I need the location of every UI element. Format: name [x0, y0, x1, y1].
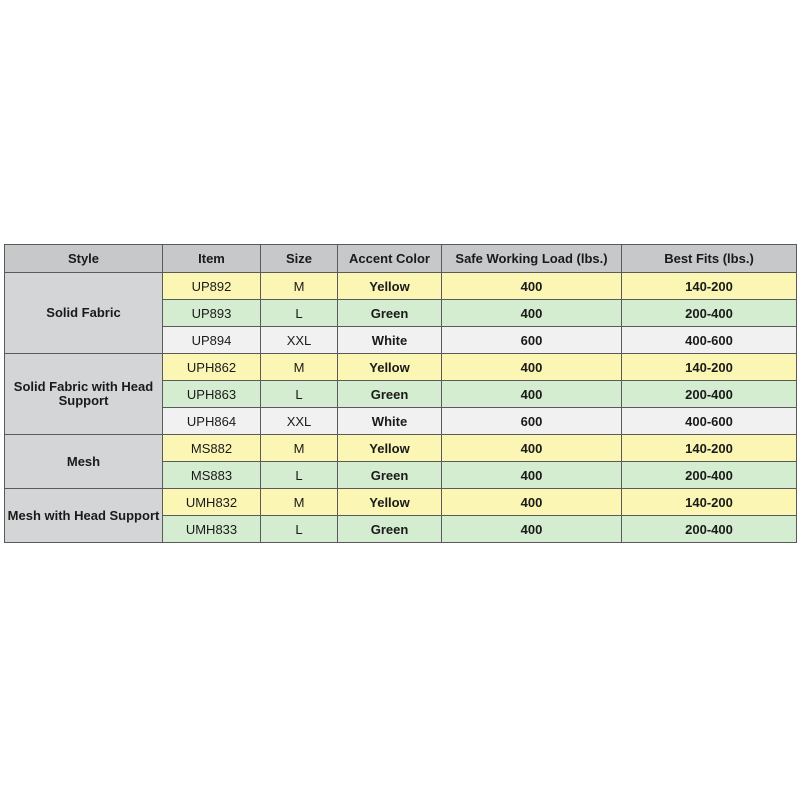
- accent-color-cell: Green: [338, 516, 442, 543]
- table-row: [5, 273, 797, 300]
- load-cell: 400: [442, 462, 622, 489]
- fits-cell: 400-600: [622, 327, 797, 354]
- item-cell: UMH832: [163, 489, 261, 516]
- item-cell: UPH863: [163, 381, 261, 408]
- accent-color-cell: Green: [338, 462, 442, 489]
- size-cell: XXL: [261, 327, 338, 354]
- fits-cell: 200-400: [622, 516, 797, 543]
- product-table-container: [4, 244, 796, 543]
- style-cell: Solid Fabric with Head Support: [5, 354, 163, 435]
- size-cell: L: [261, 300, 338, 327]
- item-cell: MS882: [163, 435, 261, 462]
- fits-cell: 140-200: [622, 354, 797, 381]
- item-cell: UPH864: [163, 408, 261, 435]
- header-best-fits: Best Fits (lbs.): [622, 245, 797, 273]
- item-cell: UPH862: [163, 354, 261, 381]
- accent-color-cell: White: [338, 327, 442, 354]
- accent-color-cell: Green: [338, 381, 442, 408]
- fits-cell: 200-400: [622, 300, 797, 327]
- style-cell: Solid Fabric: [5, 273, 163, 354]
- load-cell: 400: [442, 300, 622, 327]
- table-row: [5, 489, 797, 516]
- header-item: Item: [163, 245, 261, 273]
- fits-cell: 140-200: [622, 489, 797, 516]
- accent-color-cell: Yellow: [338, 435, 442, 462]
- load-cell: 400: [442, 489, 622, 516]
- size-cell: XXL: [261, 408, 338, 435]
- size-cell: M: [261, 273, 338, 300]
- table-row: [5, 435, 797, 462]
- table-header: [5, 245, 797, 273]
- fits-cell: 140-200: [622, 435, 797, 462]
- header-accent-color: Accent Color: [338, 245, 442, 273]
- item-cell: UP894: [163, 327, 261, 354]
- load-cell: 600: [442, 327, 622, 354]
- load-cell: 400: [442, 273, 622, 300]
- item-cell: UP892: [163, 273, 261, 300]
- load-cell: 600: [442, 408, 622, 435]
- style-cell: Mesh with Head Support: [5, 489, 163, 543]
- size-cell: L: [261, 516, 338, 543]
- fits-cell: 140-200: [622, 273, 797, 300]
- size-cell: M: [261, 354, 338, 381]
- fits-cell: 200-400: [622, 462, 797, 489]
- load-cell: 400: [442, 516, 622, 543]
- header-row: [5, 245, 797, 273]
- header-safe-working-load: Safe Working Load (lbs.): [442, 245, 622, 273]
- size-cell: M: [261, 435, 338, 462]
- size-cell: L: [261, 462, 338, 489]
- load-cell: 400: [442, 435, 622, 462]
- table-row: [5, 354, 797, 381]
- load-cell: 400: [442, 381, 622, 408]
- accent-color-cell: Yellow: [338, 354, 442, 381]
- product-size-table: [4, 244, 797, 543]
- size-cell: L: [261, 381, 338, 408]
- accent-color-cell: Yellow: [338, 273, 442, 300]
- accent-color-cell: White: [338, 408, 442, 435]
- item-cell: UP893: [163, 300, 261, 327]
- accent-color-cell: Yellow: [338, 489, 442, 516]
- item-cell: MS883: [163, 462, 261, 489]
- fits-cell: 400-600: [622, 408, 797, 435]
- table-body: [5, 273, 797, 543]
- accent-color-cell: Green: [338, 300, 442, 327]
- header-style: Style: [5, 245, 163, 273]
- fits-cell: 200-400: [622, 381, 797, 408]
- size-cell: M: [261, 489, 338, 516]
- style-cell: Mesh: [5, 435, 163, 489]
- load-cell: 400: [442, 354, 622, 381]
- item-cell: UMH833: [163, 516, 261, 543]
- header-size: Size: [261, 245, 338, 273]
